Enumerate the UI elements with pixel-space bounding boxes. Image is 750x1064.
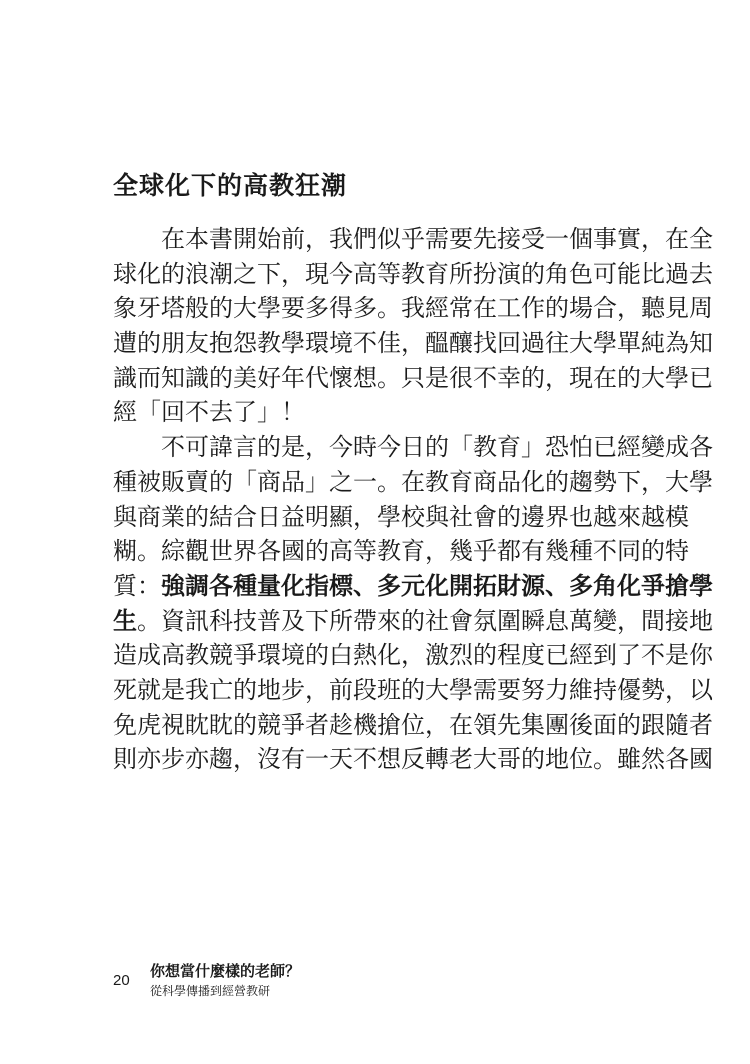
book-subtitle: 從科學傳播到經營教研: [150, 984, 271, 998]
emphasis-text: 生: [113, 606, 137, 635]
paragraph-line: 種被販賣的「商品」之一。在教育商品化的趨勢下，大學: [113, 467, 713, 496]
body-text: [113, 222, 713, 777]
paragraph-line: [113, 569, 713, 604]
paragraph-line: 象牙塔般的大學要多得多。我經常在工作的場合，聽見周: [113, 294, 713, 323]
line-text: 質：: [113, 571, 161, 600]
paragraph-line: 糊。綜觀世界各國的高等教育，幾乎都有幾種不同的特: [113, 537, 689, 566]
line-text: 。資訊科技普及下所帶來的社會氛圍瞬息萬變，間接地: [137, 606, 713, 635]
emphasis-text: 強調各種量化指標、多元化開拓財源、多角化爭搶學: [161, 571, 713, 600]
paragraph-line: 則亦步亦趨，沒有一天不想反轉老大哥的地位。雖然各國: [113, 745, 713, 774]
paragraph-line: 死就是我亡的地步，前段班的大學需要努力維持優勢，以: [113, 675, 713, 704]
paragraph-line: [113, 604, 713, 639]
paragraph-line: 與商業的結合日益明顯，學校與社會的邊界也越來越模: [113, 502, 689, 531]
paragraph-line: 不可諱言的是，今時今日的「教育」恐怕已經變成各: [161, 433, 713, 462]
paragraph-line: 遭的朋友抱怨教學環境不佳，醞釀找回過往大學單純為知: [113, 329, 713, 358]
paragraph-line: 造成高教競爭環境的白熱化，激烈的程度已經到了不是你: [113, 641, 713, 670]
paragraph-line: 免虎視眈眈的競爭者趁機搶位，在領先集團後面的跟隨者: [113, 710, 713, 739]
paragraph-line: 經「回不去了」！: [113, 398, 305, 427]
page-number: 20: [113, 972, 130, 989]
paragraph-line: 識而知識的美好年代懷想。只是很不幸的，現在的大學已: [113, 363, 713, 392]
book-title: 你想當什麼樣的老師？: [150, 962, 301, 980]
section-title: 全球化下的高教狂潮: [113, 171, 348, 200]
paragraph-line: 在本書開始前，我們似乎需要先接受一個事實，在全: [161, 225, 713, 253]
paragraph-line: 球化的浪潮之下，現今高等教育所扮演的角色可能比過去: [113, 259, 713, 288]
